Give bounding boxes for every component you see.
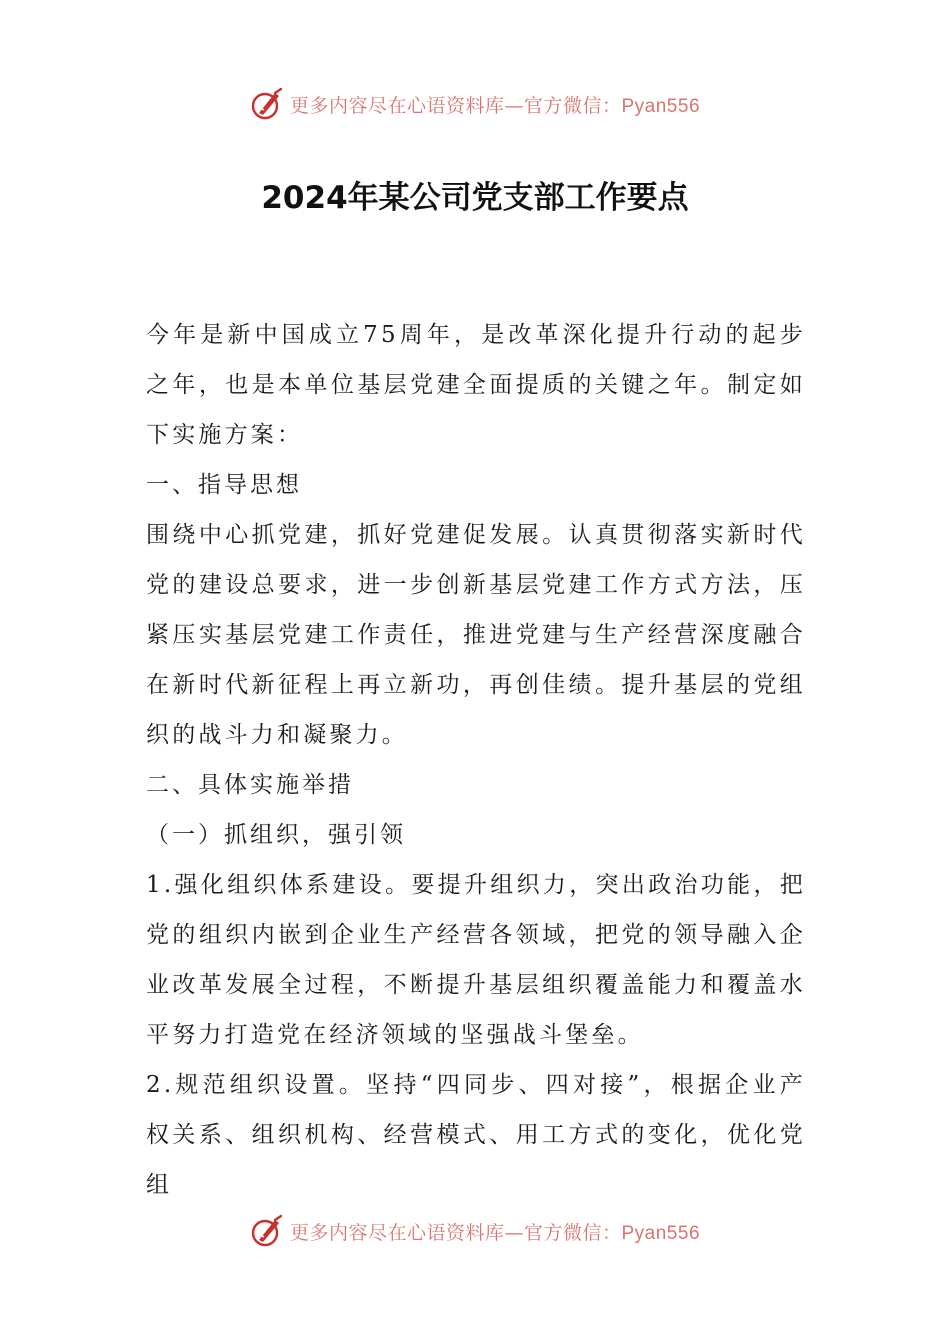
wechat-id: Pyan556 [621, 1222, 701, 1244]
wechat-id: Pyan556 [621, 95, 701, 117]
guiding-ideology-paragraph: 围绕中心抓党建，抓好党建促发展。认真贯彻落实新时代党的建设总要求，进一步创新基层党建工作方式方法，压紧压实基层党建工作责任，推进党建与生产经营深度融合在新时代新征程上再立新功，再创佳绩。提升基层的党组织的战斗力和凝聚力。 [146, 522, 806, 748]
measure-item-1: 1.强化组织体系建设。要提升组织力，突出政治功能，把党的组织内嵌到企业生产经营各领域，把党的领导融入企业改革发展全过程，不断提升基层组织覆盖能力和覆盖水平努力打造党在经济领域的坚强战斗堡垒。 [146, 872, 806, 1048]
header-watermark [0, 84, 950, 124]
subsection-heading-organization: （一）抓组织，强引领 [146, 822, 406, 848]
watermark-text: 更多内容尽在心语资料库—官方微信：Pyan556 [289, 1221, 701, 1244]
document-title: 2024年某公司党支部工作要点 [261, 180, 689, 216]
section-heading-guiding-ideology: 一、指导思想 [146, 472, 302, 498]
pen-nib-logo-icon [250, 1214, 284, 1248]
document-body [146, 310, 806, 1210]
intro-paragraph: 今年是新中国成立75周年，是改革深化提升行动的起步之年，也是本单位基层党建全面提质的关键之年。制定如下实施方案： [146, 322, 806, 448]
watermark-text: 更多内容尽在心语资料库—官方微信：Pyan556 [289, 94, 701, 117]
footer-watermark [0, 1211, 950, 1251]
section-heading-measures: 二、具体实施举措 [146, 772, 354, 798]
pen-nib-logo-icon [250, 87, 284, 121]
measure-item-2: 2.规范组织设置。坚持“四同步、四对接”，根据企业产权关系、组织机构、经营模式、用工方式的变化，优化党组 [146, 1072, 806, 1198]
